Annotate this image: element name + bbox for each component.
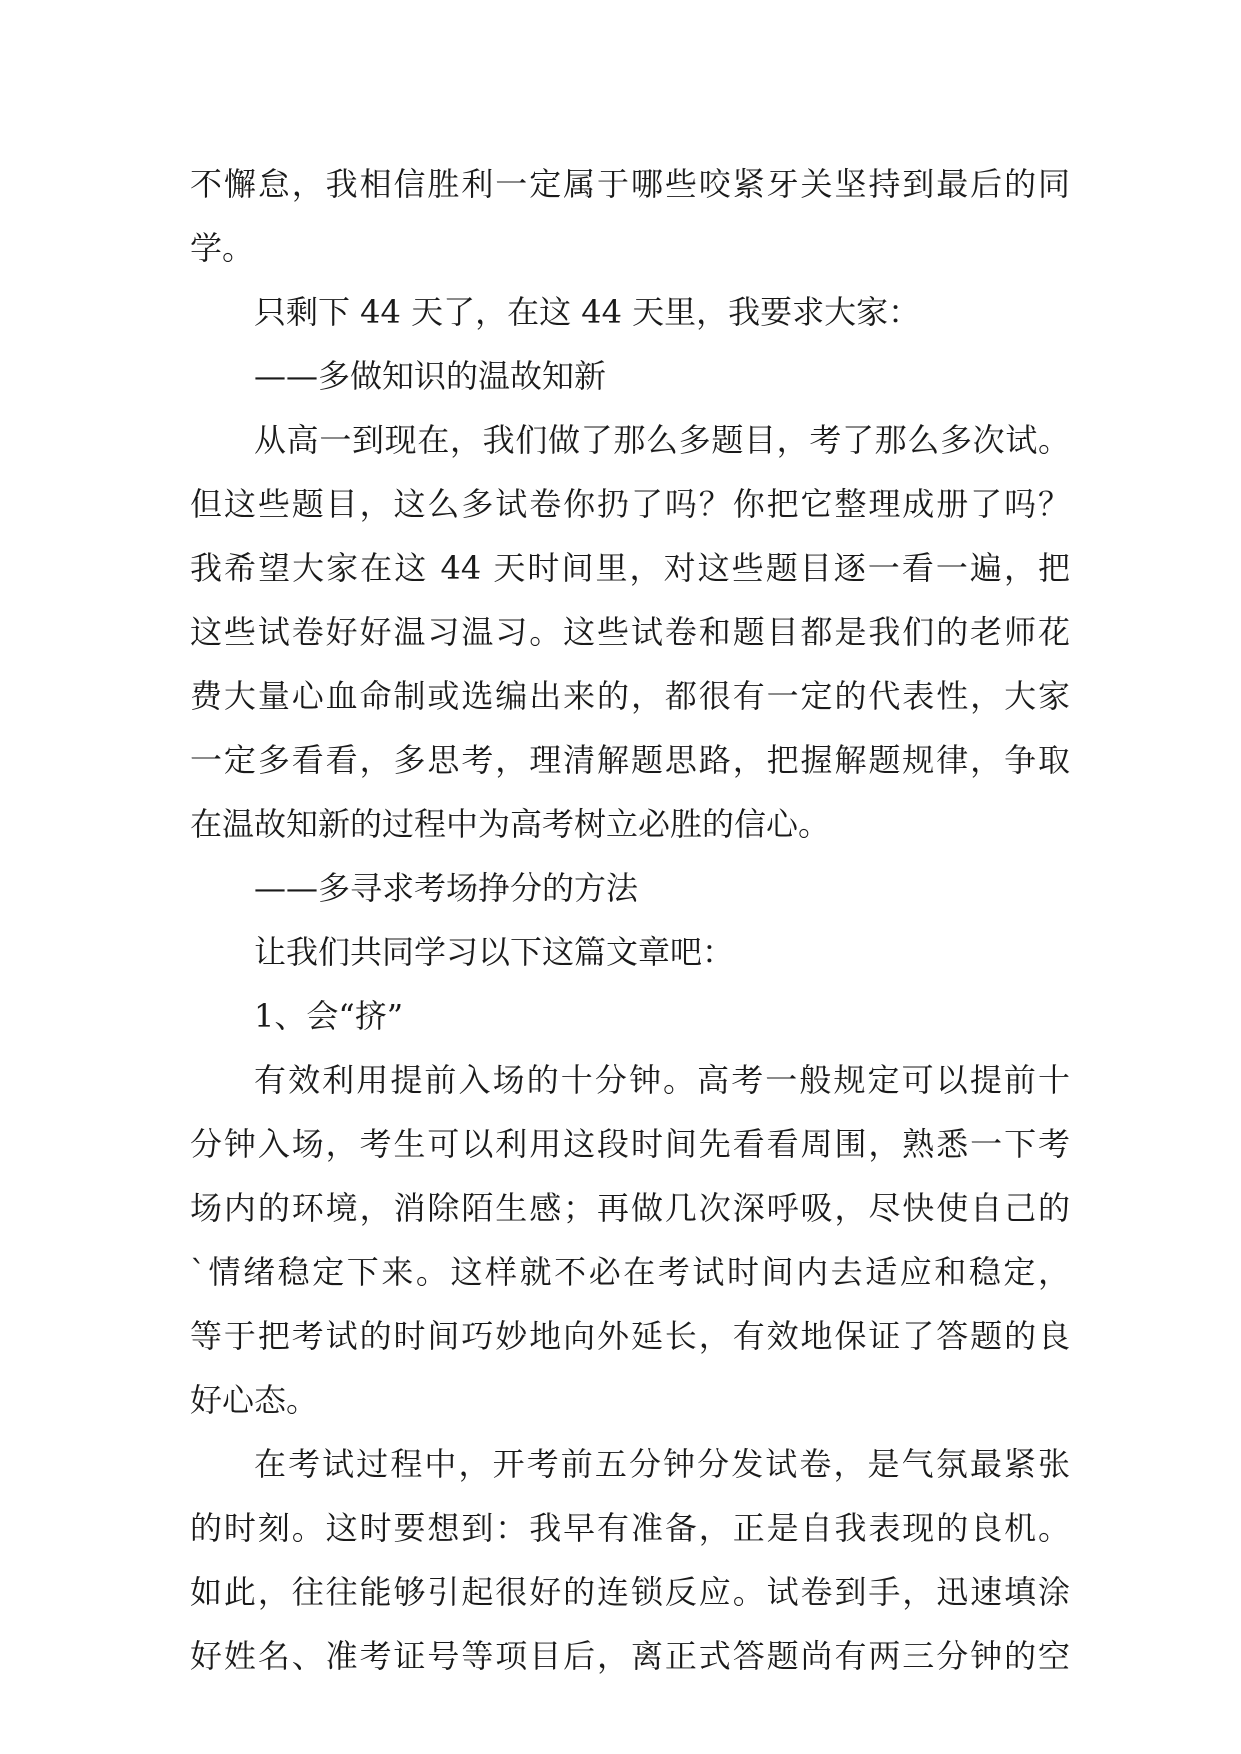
text-line: 等于把考试的时间巧妙地向外延长，有效地保证了答题的良 xyxy=(190,1317,1070,1355)
text-line: 但这些题目，这么多试卷你扔了吗？你把它整理成册了吗？ xyxy=(190,485,1070,523)
text-line: `情绪稳定下来。这样就不必在考试时间内去适应和稳定， xyxy=(190,1253,1070,1291)
text-line: 在温故知新的过程中为高考树立必胜的信心。 xyxy=(190,805,831,843)
body-text xyxy=(190,152,1070,1688)
text-line: 在考试过程中，开考前五分钟分发试卷，是气氛最紧张 xyxy=(254,1445,1070,1483)
text-line: ——多做知识的温故知新 xyxy=(254,357,607,395)
text-line: 让我们共同学习以下这篇文章吧： xyxy=(254,933,735,971)
text-line: 1、会“挤” xyxy=(254,997,404,1035)
text-line: 学。 xyxy=(190,229,255,267)
text-line: 这些试卷好好温习温习。这些试卷和题目都是我们的老师花 xyxy=(190,613,1070,651)
text-line: 费大量心血命制或选编出来的，都很有一定的代表性，大家 xyxy=(190,677,1070,715)
text-line: 如此，往往能够引起很好的连锁反应。试卷到手，迅速填涂 xyxy=(190,1573,1070,1611)
text-line: 从高一到现在，我们做了那么多题目，考了那么多次试。 xyxy=(254,421,1070,459)
text-line: 好姓名、准考证号等项目后，离正式答题尚有两三分钟的空 xyxy=(190,1637,1070,1675)
text-line: 只剩下 44 天了，在这 44 天里，我要求大家： xyxy=(254,293,921,331)
text-line: 分钟入场，考生可以利用这段时间先看看周围，熟悉一下考 xyxy=(190,1125,1070,1163)
text-line: 场内的环境，消除陌生感；再做几次深呼吸，尽快使自己的 xyxy=(190,1189,1070,1227)
text-line: 我希望大家在这 44 天时间里，对这些题目逐一看一遍，把 xyxy=(190,549,1070,587)
text-line: ——多寻求考场挣分的方法 xyxy=(254,869,639,907)
text-line: 不懈怠，我相信胜利一定属于哪些咬紧牙关坚持到最后的同 xyxy=(190,165,1070,203)
text-line: 的时刻。这时要想到：我早有准备，正是自我表现的良机。 xyxy=(190,1509,1070,1547)
text-line: 好心态。 xyxy=(190,1381,319,1419)
text-line: 有效利用提前入场的十分钟。高考一般规定可以提前十 xyxy=(254,1061,1070,1099)
text-line: 一定多看看，多思考，理清解题思路，把握解题规律，争取 xyxy=(190,741,1070,779)
